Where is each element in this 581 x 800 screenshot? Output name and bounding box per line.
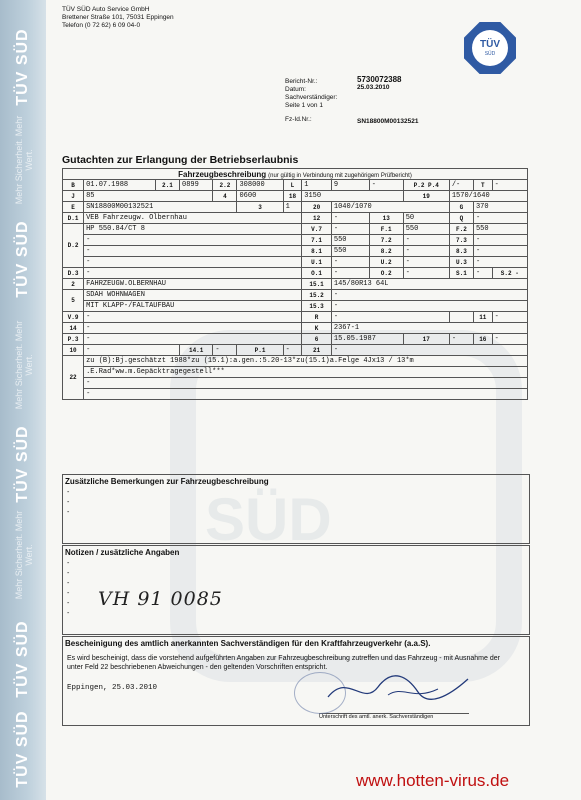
list-item: - <box>67 610 70 617</box>
stripe-brand-5: TÜV SÜD <box>14 710 31 788</box>
table-row: - 8.1 550 8.2 - 8.3 - <box>63 246 528 257</box>
brand-stripe <box>0 0 46 800</box>
table-row: D.2 HP 550.84/CT 8 V.7 - F.1 550 F.2 550 <box>63 224 528 235</box>
table-row: MIT KLAPP-/FALTAUFBAU 15.3 - <box>63 301 528 312</box>
stripe-brand-3: TÜV SÜD <box>14 425 31 503</box>
table-row: D.1 VEB Fahrzeugw. Olbernhau 12 - 13 50 Q - <box>63 213 528 224</box>
table-row: P.3 - 6 15.05.1987 17 - 16 - <box>63 334 528 345</box>
table-row: - 7.1 550 7.2 - 7.3 - <box>63 235 528 246</box>
fz-value: SN18800M00132521 <box>357 118 419 125</box>
tuv-logo <box>464 22 516 74</box>
signature-label: Unterschrift des amtl. anerk. Sachverständigen <box>319 713 469 720</box>
table-row: V.9 - R - 11 - <box>63 312 528 323</box>
watermark-url: www.hotten-virus.de <box>356 771 510 790</box>
list-item: - <box>67 570 70 577</box>
table-row: 10 - 14.1 - P.1 - 21 - <box>63 345 528 356</box>
list-item: - <box>67 600 70 607</box>
sv-label: Sachverständiger: <box>285 94 338 101</box>
list-item: - <box>67 499 70 506</box>
section-head: Fahrzeugbeschreibung <box>178 169 267 179</box>
report-meta-labels <box>285 78 337 124</box>
bericht-label: Bericht-Nr.: <box>285 78 318 85</box>
report-meta-values <box>357 75 418 125</box>
list-item: - <box>67 509 70 516</box>
bericht-value: 5730072388 <box>357 75 402 84</box>
bemerkungen-box <box>62 474 530 544</box>
company-phone: Telefon (0 72 62) 6 09 04-0 <box>62 22 141 29</box>
section-note: (nur gültig in Verbindung mit zugehörigem Prüfbericht) <box>268 172 412 179</box>
table-row: B 01.07.1988 2.1 0899 2.2 308000 L 1 9 - P.2 P.4 /- T - <box>63 180 528 191</box>
datum-value: 25.03.2010 <box>357 84 390 91</box>
watermark-logo-text: SÜD <box>205 486 332 553</box>
vehicle-table <box>62 168 528 400</box>
table-row: 14 - K 2367-1 <box>63 323 528 334</box>
table-row: 22 zu (B):Bj.geschätzt 1988*zu (15.1):a.gen.:5.20-13*zu(15.1)a.Felge 4Jx13 / 13*m <box>63 356 528 367</box>
datum-label: Datum: <box>285 86 306 93</box>
page-count: Seite 1 von 1 <box>285 102 323 109</box>
logo-bottom: SÜD <box>484 51 496 57</box>
table-row: 5 SDAH WOHNWAGEN 15.2 - <box>63 290 528 301</box>
list-item: - <box>67 560 70 567</box>
signature <box>318 667 478 707</box>
table-row: 2 FAHRZEUGW.OLBERNHAU 15.1 145/80R13 64L <box>63 279 528 290</box>
document-title: Gutachten zur Erlangung der Betriebserlaubnis <box>62 154 299 166</box>
list-item: - <box>67 489 70 496</box>
stripe-brand-2: TÜV SÜD <box>14 220 31 298</box>
list-item: - <box>67 590 70 597</box>
logo-top: TÜV <box>480 39 500 50</box>
table-row: D.3 - O.1 - O.2 - S.1 - S.2 - <box>63 268 528 279</box>
list-item: - <box>67 580 70 587</box>
handwritten-note: VH 91 0085 <box>98 588 223 610</box>
bescheinigung-text: Es wird bescheinigt, dass die vorstehend aufgeführten Angaben zur Fahrzeugbeschreibung zutreffen und das Fahrzeug - mit Ausnahme der unter Feld 22 beschriebenen Abweichungen - den geltenden Vorschriften entspricht. <box>67 655 500 671</box>
notizen-title: Notizen / zusätzliche Angaben <box>65 548 180 557</box>
bescheinigung-title: Bescheinigung des amtlich anerkannten Sachverständigen für den Kraftfahrzeugverkehr (a.a.S). <box>65 639 431 648</box>
fz-label: Fz-Id.Nr.: <box>285 116 312 123</box>
stripe-slogan-3: Mehr Sicherheit. Mehr Wert. <box>14 510 34 600</box>
place-date: Eppingen, 25.03.2010 <box>67 684 158 692</box>
table-row: J 85 4 0600 18 3150 19 1570/1640 <box>63 191 528 202</box>
company-header <box>62 6 174 30</box>
company-street: Brettener Straße 101, 75031 Eppingen <box>62 14 174 21</box>
stripe-brand-4: TÜV SÜD <box>14 620 31 698</box>
stripe-brand-1: TÜV SÜD <box>14 28 31 106</box>
table-row: .E.Rad*ww.m.Gepäcktragegestell*** <box>63 367 528 378</box>
company-name: TÜV SÜD Auto Service GmbH <box>62 6 150 13</box>
table-row: - <box>63 389 528 400</box>
table-row: E SN18800M00132521 3 1 20 1040/1070 G 370 <box>63 202 528 213</box>
bemerkungen-title: Zusätzliche Bemerkungen zur Fahrzeugbeschreibung <box>65 477 269 486</box>
table-row: - <box>63 378 528 389</box>
stripe-slogan-1: Mehr Sicherheit. Mehr Wert. <box>14 115 34 205</box>
table-row: - U.1 - U.2 - U.3 - <box>63 257 528 268</box>
stripe-slogan-2: Mehr Sicherheit. Mehr Wert. <box>14 320 34 410</box>
